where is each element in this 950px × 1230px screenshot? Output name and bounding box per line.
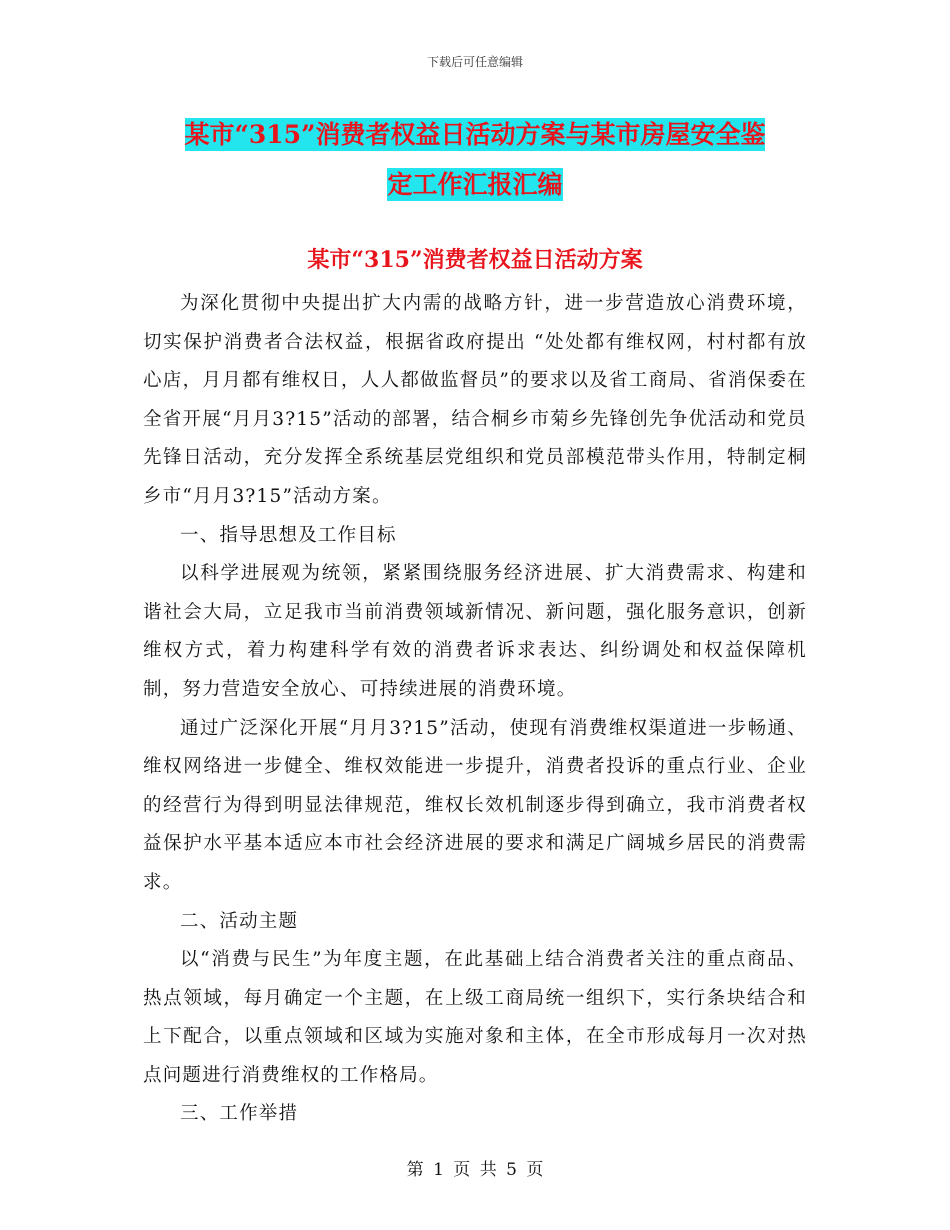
document-title: [140, 110, 810, 210]
page-header-note: 下载后可任意编辑: [426, 55, 523, 69]
paragraph: 通过广泛深化开展“月月3?15”活动，使现有消费维权渠道进一步畅通、维权网络进一步健全、维权效能进一步提升，消费者投诉的重点行业、企业的经营行为得到明显法律规范，维权长效机制逐步得到确立，我市消费者权益保护水平基本适应本市社会经济进展的要求和满足广阔城乡居民的消费需求。: [143, 717, 807, 893]
heading-work-measures: 三、工作举措: [180, 1103, 299, 1125]
document-body: [143, 285, 807, 1134]
heading-activity-theme: 二、活动主题: [180, 910, 299, 932]
paragraph: 以“消费与民生”为年度主题，在此基础上结合消费者关注的重点商品、热点领域，每月确定一个主题，在上级工商局统一组织下，实行条块结合和上下配合，以重点领域和区域为实施对象和主体，在全市形成每月一次对热点问题进行消费维权的工作格局。: [143, 949, 807, 1086]
document-title-line1: 某市“315”消费者权益日活动方案与某市房屋安全鉴: [184, 120, 766, 149]
page-number: 第 1 页 共 5 页: [406, 1160, 544, 1180]
paragraph: 为深化贯彻中央提出扩大内需的战略方针，进一步营造放心消费环境，切实保护消费者合法权益，根据省政府提出 “处处都有维权网，村村都有放心店，月月都有维权日，人人都做监督员”的要求以及省工商局、省消保委在全省开展“月月3?15”活动的部署，结合桐乡市菊乡先锋创先争优活动和党员先锋日活动，充分发挥全系统基层党组织和党员部模范带头作用，特制定桐乡市“月月3?15”活动方案。: [143, 293, 807, 507]
heading-guiding-ideas: 一、指导思想及工作目标: [180, 524, 397, 546]
paragraph: 以科学进展观为统领，紧紧围绕服务经济进展、扩大消费需求、构建和谐社会大局，立足我市当前消费领域新情况、新问题，强化服务意识，创新维权方式，着力构建科学有效的消费者诉求表达、纠纷调处和权益保障机制，努力营造安全放心、可持续进展的消费环境。: [143, 563, 807, 700]
section-title: 某市“315”消费者权益日活动方案: [307, 247, 643, 273]
document-title-line2: 定工作汇报汇编: [387, 170, 563, 199]
